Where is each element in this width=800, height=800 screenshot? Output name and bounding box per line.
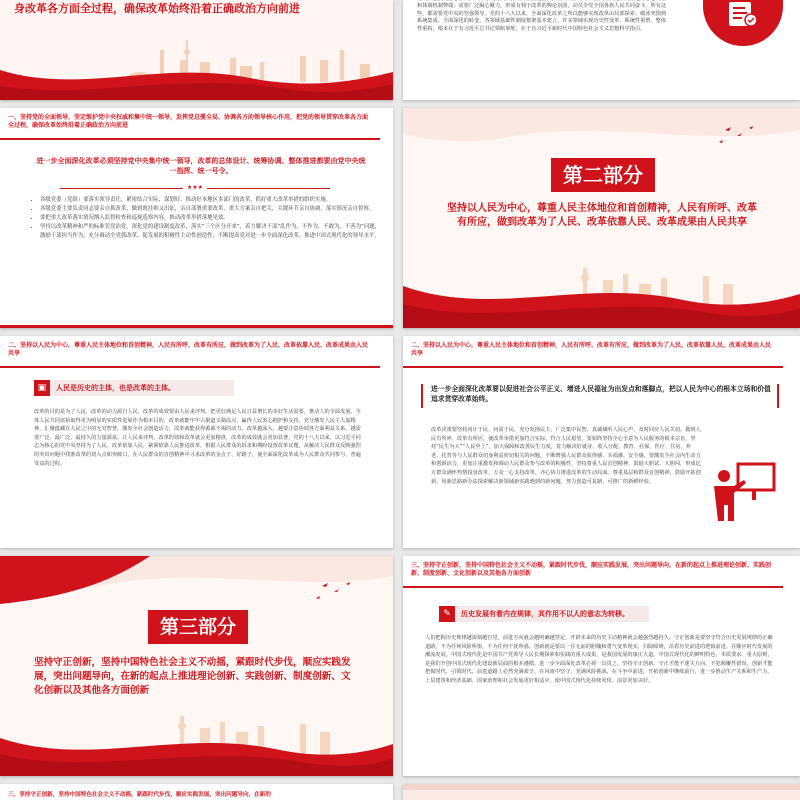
slide-9 [0,784,393,800]
part-label: 第三部分 [159,616,236,638]
document-icon-circle [703,0,783,46]
slide-9-header-text: 三、坚持守正创新，坚持中国特色社会主义不动摇，紧跟时代步伐，顺应实践发展，突出问题导向，在新的 [8,792,271,798]
slide-1 [0,0,393,100]
part-badge [148,610,248,644]
list-item: • 要把重大改革落实情况纳入监督检查和巡视巡察内容，推动改革举措落地见效。 [40,214,380,223]
slide-2 [403,0,800,100]
slide-5-tag [34,380,234,396]
slide-3-header-text: 一、坚持党的全面领导，坚定维护党中央权威和集中统一领导，发挥党总揽全局、协调各方的领导核心作用，把党的领导贯穿改革各方面全过程，确保改革始终沿着正确政治方向前进 [8,114,369,129]
star-icon: ★★★ [183,184,207,191]
bottom-red-line [0,325,393,328]
slide-6 [403,336,800,548]
slide-3 [0,108,393,328]
slide-10-top-band [403,784,800,790]
pen-icon: ✎ [439,606,455,622]
slide-6-body: 改革决策要坚持问计于民、问需于民，充分发扬民主，广泛集中民智，真诚倾听人民心声，及时回应人民关切。做到人民有所呼、改革有所应，使改革举措更加符合实际、符合人民愿望。要始终坚持全心全意为人民服务的根本宗旨，坚持“民生为大”“人民至上”，加大保障和改善民生力度，着力解决好就业、收入分配、教育、社保、医疗、住房、养老、托育等与人民群众切身利益密切相关的问题，不断增强人民群众获得感、幸福感、安全感。要激发全社会内生动力和创新活力，更加注重激发和调动人民群众参与改革的积极性，坚持尊重人民首创精神，鼓励大胆试、大胆闯，形成亿万群众满怀热情投身改革、万众一心支持改革、齐心协力推进改革的生动局面。尊重基层和群众首创精神，鼓励开拓创新，用新思路新办法探索解决新领域新实践遇到的新问题，努力创造可复制、可推广的新鲜经验。 [431,427,701,485]
slide-2-body: 和体制机制弊端；需要广泛凝心聚力，形成有利于改革的舆论氛围，动员全党全国各族人民共同奋斗。所有这些，都需要党中央的坚强领导。党的十八大以来，全面深化改革之所以能够实现改革由局部探索、破冰突围到系统集成、全面深化的转变，各领域基础性制度框架基本建立，许多领域实现历史性变革、系统性重塑、整体性重构，根本在于有习近平总书记领航掌舵，在于有习近平新时代中国特色社会主义思想科学指引。 [417,3,667,32]
slide-6-lead: 进一步全面深化改革要以促进社会公平正义、增进人民福祉为出发点和落脚点，把以人民为中心的根本立场和价值追求贯穿改革始终。 [431,385,771,403]
cube-icon: ▣ [34,380,50,396]
presenter-icon [708,456,778,526]
slide-8-tag-text: 历史发展有着内在规律，其作用不以人的意志为转移。 [461,610,629,618]
slide-5-header [0,336,393,366]
list-item: • 各级党委（党组）要落实领导责任，紧密结合实际，谋划好、推动好本地区本部门的改革，抓好重大改革举措的组织实施。 [40,196,380,205]
slide-5-header-text: 二、坚持以人民为中心，尊重人民主体地位和首创精神，人民有所呼、改革有所应，做到改革为了人民、改革依靠人民、改革成果由人民共享 [8,342,369,357]
city-skyline-graphic [0,0,393,100]
slide-6-header-text: 二、坚持以人民为中心，尊重人民主体地位和首创精神，人民有所呼、改革有所应，做到改革为了人民、改革依靠人民、改革成果由人民共享 [411,342,772,357]
part-title: 坚持守正创新，坚持中国特色社会主义不动摇，紧跟时代步伐，顺应实践发展，突出问题导向，在新的起点上推进理论创新、实践创新、制度创新、文化创新以及其他各方面创新 [34,657,351,696]
lead-bar-right [777,384,779,408]
slide-1-top-text: 身改革各方面全过程，确保改革始终沿着正确政治方向前进 [14,2,300,15]
part-badge [551,158,655,192]
lead-bar-left [421,384,423,408]
slide-8-body: 人们把握历史规律越深刻越自觉，前进方向就会越明确越坚定，开辟未来的历史主动精神就会越强烈越持久。守正创新是要坚守符合历史发展规律的正确道路，不为任何风险所惧，不为任何干扰所惑。创新就是要以一往无前的胆魄和勇气变革现实，扫除障碍，沿着历史前进的逻辑前进、在顺应时代发展的潮流发展。中国式现代化是中国共产党领导人民长期探索和实践的重大成果，是我国发展的康庄大道。中国式现代化的鲜明特色、本质要求、重大原则，是我们开创中国式现代化建设新局面的根本遵循。进一步全面深化改革必须一以贯之，坚持守正创新。守正才能不迷失方向、不犯颠覆性错误，创新才能把握时代、引领时代。前进道路上必然充满艰辛，在风雨中坚守、充满风险挑战，在斗争中前进，开拓创新中继续前行，进一步推动生产关系和生产力、上层建筑和经济基础、国家治理和社会发展更好相适应，使中国式现代化持续更快、前景更加美好。 [425,635,773,684]
list-item: • 各级党委主要负责同志要亲自抓改革，做到既挂帅又出征，亲自部署重要改革、重大方案亲自把关、关键环节亲自协调、落实情况亲自督察。 [40,205,380,214]
slide-10 [403,784,800,800]
star-divider [60,182,330,189]
slide-7 [0,556,393,776]
slide-8-header-text: 三、坚持守正创新，坚持中国特色社会主义不动摇，紧跟时代步伐，顺应实践发展，突出问题导向，在新的起点上推进理论创新、实践创新、制度创新、文化创新以及其他各方面创新 [411,562,772,577]
slide-3-header [0,108,393,138]
slide-5-tag-text: 人民是历史的主体，也是改革的主体。 [56,384,175,392]
list-item: • 坚持以改革精神和严的标准管党治党，深化党的建设制度改革，落实“三个区分开来”，着力解决干部“乱作为、不作为、不敢为、不善为”问题，激励干部担当作为，充分调动全党抓改革、促发展的积极性主动性创造性，不断提高党对进一步全面深化改革、推进中国式现代化的领导水平。 [40,223,380,241]
slide-5 [0,336,393,548]
part-title: 坚持以人民为中心，尊重人民主体地位和首创精神，人民有所呼、改革有所应，做到改革为了人民、改革依靠人民、改革成果由人民共享 [447,203,757,228]
slide-8-header [403,556,800,586]
slide-4 [403,108,800,328]
slide-5-body: 改革的目的是为了人民，改革的动力源自人民，改革的成效要由人民来评判。把更好满足人民日益增长的美好生活需要，推动人的全面发展、全体人民共同富裕取得更为明显的实质性进展作为根本目的，改革就能牢牢占据道义制高点，赢得人民衷心拥护和支持。充分激发人民主人翁精神，汇聚蕴藏在人民之中的无穷智慧，激发全社会创造活力，改革就能获得源源不竭的动力。改革越深入，越要注意协调各方面利益关系，越需要广泛、最广泛、最持久的力量源泉。让人民来评判，改革的效和改革就会更加精准，改革的成效就会更加显著。党的十八大以来，以习近平同志为核心的党中央坚持为了人民、改革依靠人民，紧紧依靠人民推进改革。根据人民群众的诉求和期盼设置改革议题，从解决人民群众反映强烈的突出问题中找准改革的切入点和突破口，在人民群众的首创精神中寻求改革的金点子、好路子，使全面深化改革成为人民群众共同参与、普遍受益的过程。 [34,409,361,467]
slide-3-lead: 进一步全面深化改革必须坚持党中央集中统一领导，改革的总体设计、统筹协调、整体推进都要由党中央统一指挥、统一号令。 [36,157,366,175]
slide-6-header [403,336,800,366]
document-icon [725,0,761,28]
slide-3-list [30,196,380,241]
slide-8 [403,556,800,776]
part-label: 第二部分 [563,163,643,187]
slide-8-tag [439,606,649,622]
